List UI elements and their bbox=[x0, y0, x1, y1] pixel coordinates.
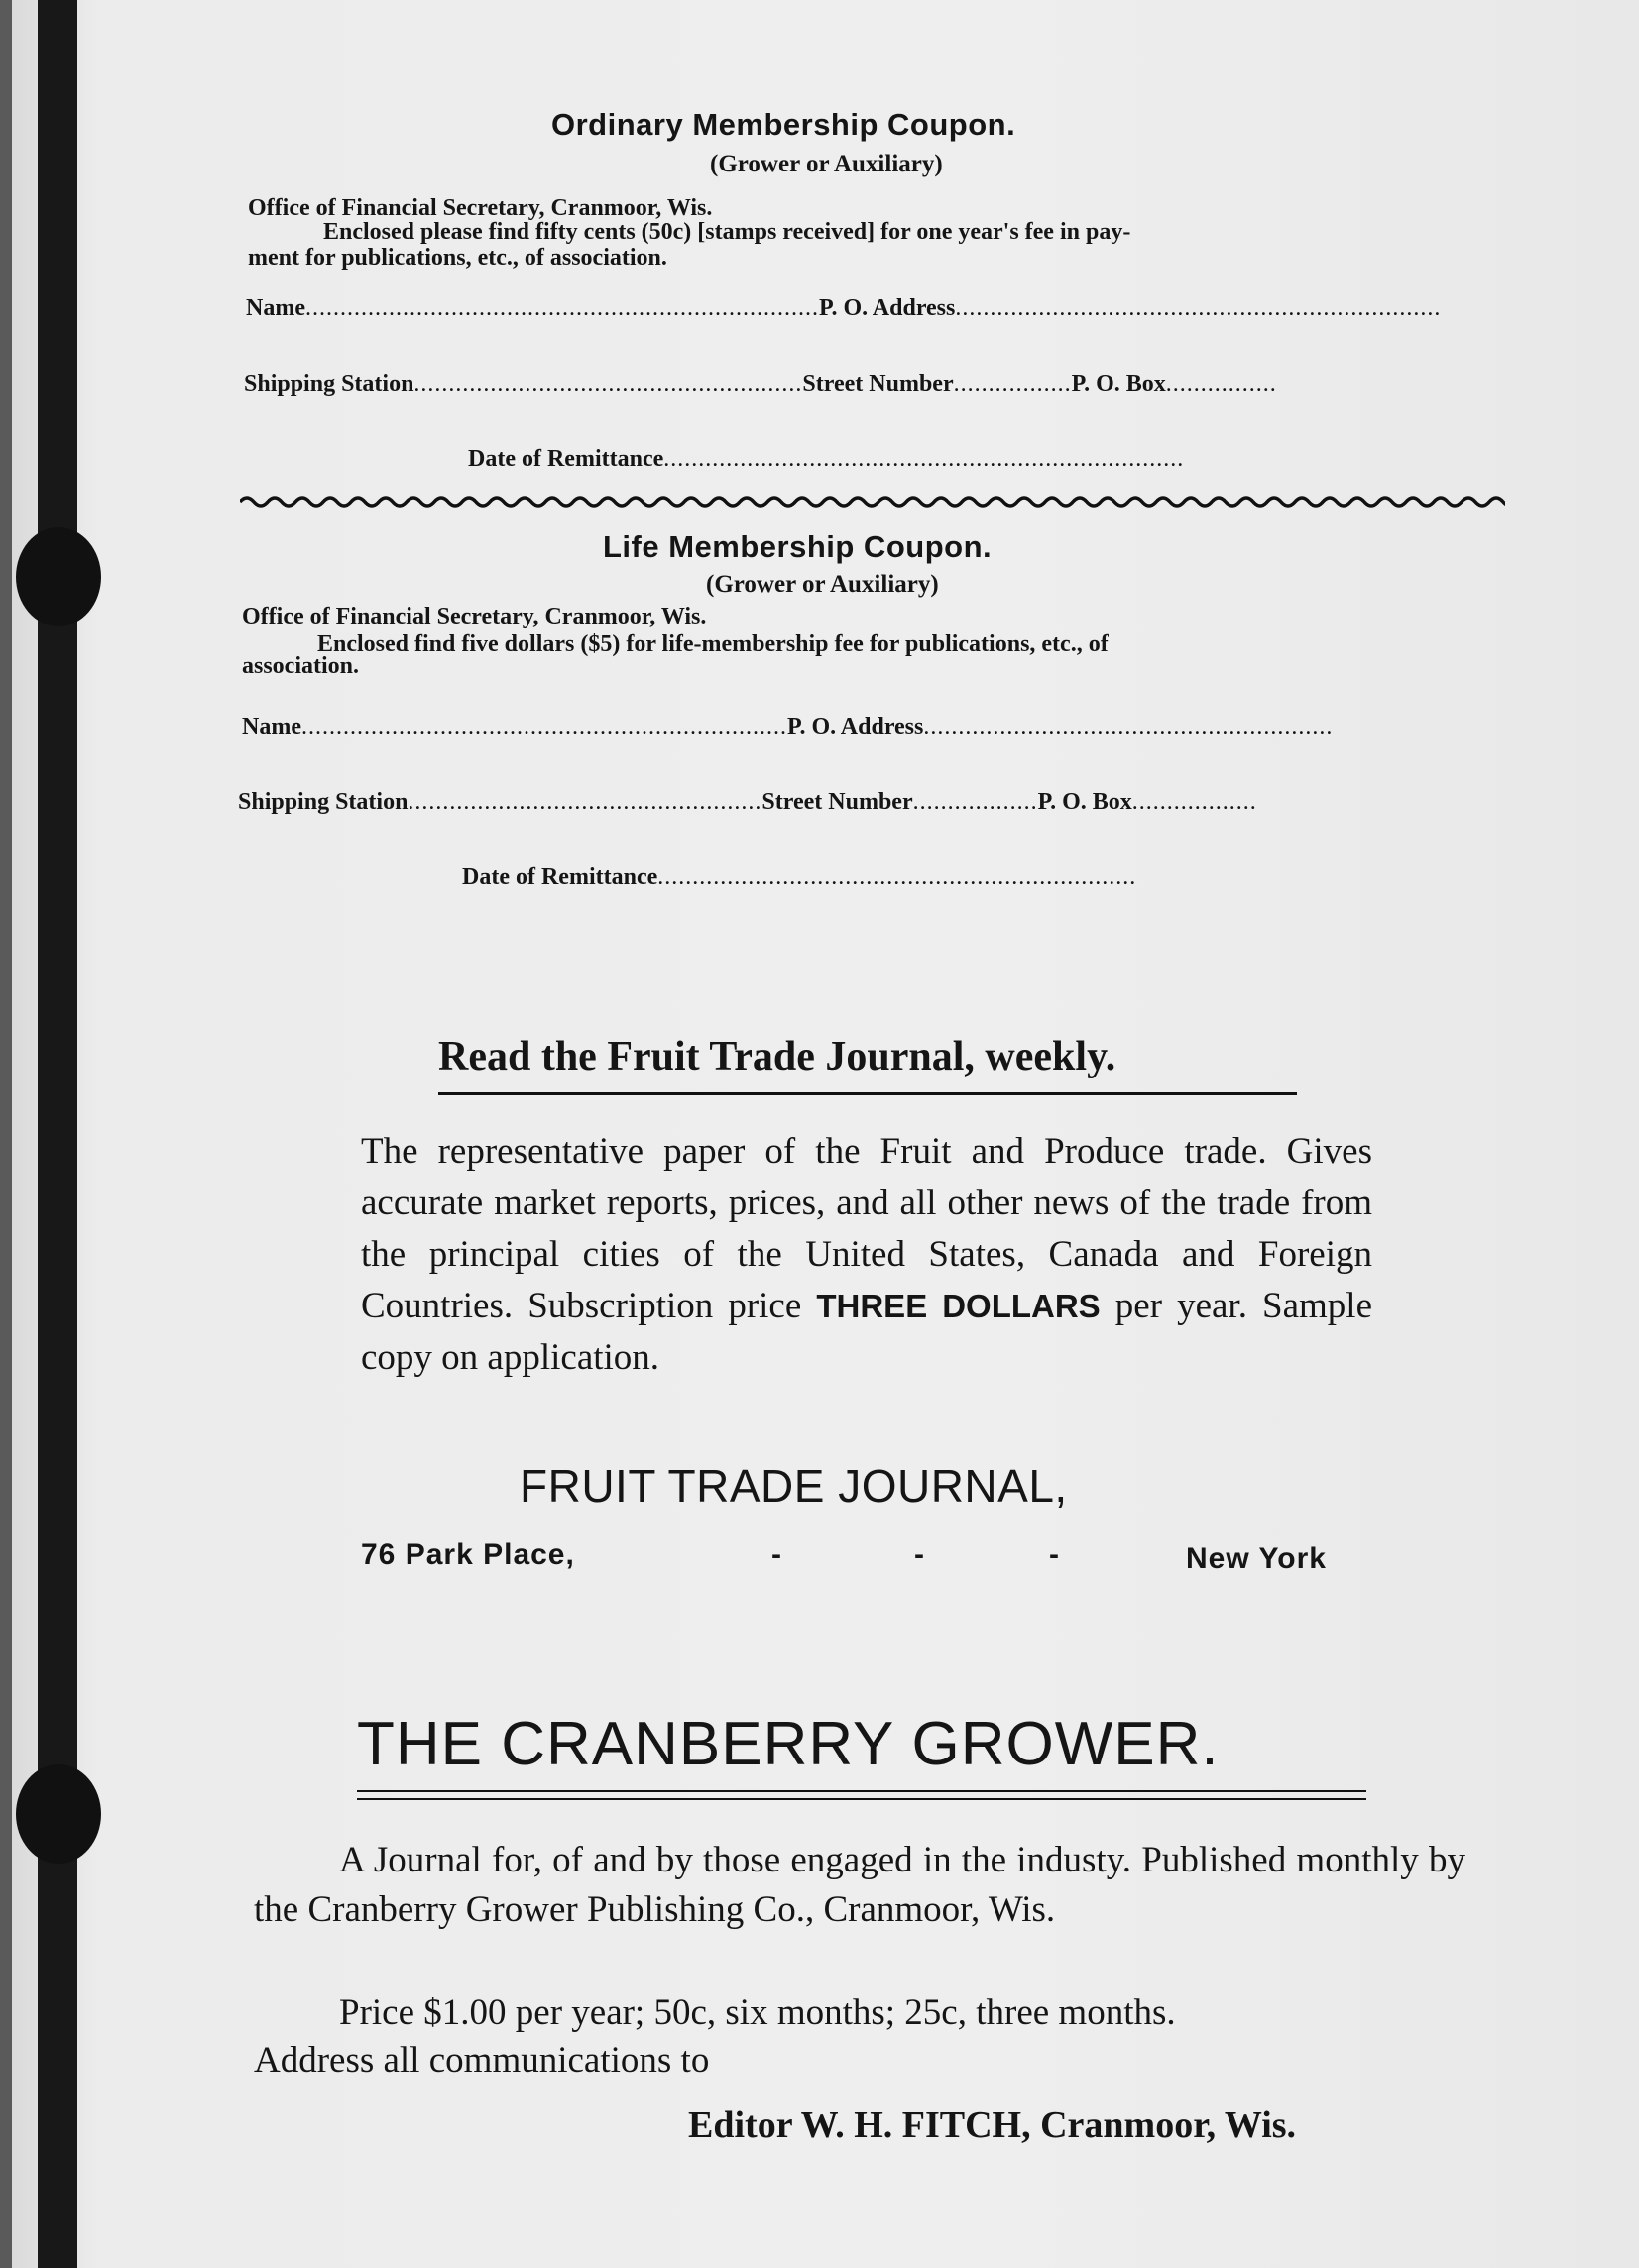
fruit-trade-headline-rule bbox=[438, 1092, 1297, 1095]
binding-spine bbox=[38, 0, 77, 2268]
ordinary-pobox-label: P. O. Box bbox=[1071, 371, 1166, 397]
ordinary-coupon-subtitle: (Grower or Auxiliary) bbox=[710, 151, 943, 177]
fruit-trade-headline: Read the Fruit Trade Journal, weekly. bbox=[438, 1034, 1116, 1079]
life-coupon-enclosed-1: Enclosed find five dollars ($5) for life-membership fee for publications, etc., of bbox=[317, 631, 1109, 657]
cranberry-grower-editor: Editor W. H. FITCH, Cranmoor, Wis. bbox=[688, 2104, 1297, 2146]
ordinary-shipping-field[interactable]: Shipping Station........................................................Street Number.................P. O. Box................ bbox=[244, 371, 1277, 397]
life-pobox-label: P. O. Box bbox=[1037, 789, 1132, 815]
fruit-trade-dash: - bbox=[914, 1538, 925, 1571]
life-name-field[interactable]: Name......................................................................P. O. Address........................................................... bbox=[242, 714, 1334, 739]
ordinary-name-field[interactable]: Name..........................................................................P. O. Address...................................................................... bbox=[246, 295, 1442, 321]
ordinary-coupon-office: Office of Financial Secretary, Cranmoor, Wis. bbox=[248, 195, 713, 221]
life-date-label: Date of Remittance bbox=[462, 864, 658, 890]
life-po-address-label: P. O. Address bbox=[786, 714, 924, 739]
ordinary-coupon-enclosed-2: ment for publications, etc., of association. bbox=[248, 245, 667, 271]
fruit-trade-city: New York bbox=[1186, 1542, 1327, 1575]
ordinary-shipping-label: Shipping Station bbox=[244, 371, 414, 397]
fruit-trade-dash: - bbox=[1049, 1538, 1060, 1571]
fruit-trade-body-text: The representative paper of the Fruit and Produce trade. Gives accurate market reports, prices, and all other news of the trade from the principal cities of the United States, Canada and Foreign Countries. Subscription price bbox=[361, 1131, 1372, 1326]
ordinary-coupon-enclosed-1: Enclosed please find fifty cents (50c) [stamps received] for one year's fee in pay- bbox=[323, 219, 1131, 245]
binding-ring-bottom bbox=[16, 1764, 101, 1864]
life-coupon-office: Office of Financial Secretary, Cranmoor, Wis. bbox=[242, 604, 707, 629]
life-shipping-label: Shipping Station bbox=[238, 789, 409, 815]
life-shipping-field[interactable]: Shipping Station...................................................Street Number..................P. O. Box.................. bbox=[238, 789, 1257, 815]
ordinary-coupon-title: Ordinary Membership Coupon. bbox=[551, 107, 1016, 142]
fruit-trade-journal-name: FRUIT TRADE JOURNAL, bbox=[520, 1460, 1068, 1512]
ordinary-name-label: Name bbox=[246, 295, 305, 321]
life-coupon-title: Life Membership Coupon. bbox=[603, 529, 993, 564]
cranberry-grower-address-line: Address all communications to bbox=[254, 2040, 710, 2081]
cranberry-grower-rule-2 bbox=[357, 1798, 1366, 1800]
cranberry-grower-rule-1 bbox=[357, 1790, 1366, 1792]
life-date-field[interactable]: Date of Remittance..................................................................... bbox=[462, 864, 1137, 890]
life-coupon-subtitle: (Grower or Auxiliary) bbox=[706, 571, 939, 598]
life-coupon-enclosed-2: association. bbox=[242, 653, 360, 679]
coupon-separator-wavy-line bbox=[240, 490, 1505, 513]
binding-edge bbox=[0, 0, 12, 2268]
cranberry-grower-paragraph-1: A Journal for, of and by those engaged in the industy. Published monthly by the Cranberry Grower Publishing Co., Cranmoor, Wis. bbox=[254, 1840, 1465, 1930]
fruit-trade-body bbox=[361, 1126, 1372, 1384]
fruit-trade-dash: - bbox=[771, 1538, 782, 1571]
ordinary-date-label: Date of Remittance bbox=[468, 446, 664, 472]
life-name-label: Name bbox=[242, 714, 301, 739]
life-street-label: Street Number bbox=[761, 789, 913, 815]
ordinary-date-field[interactable]: Date of Remittance........................................................................... bbox=[468, 446, 1185, 472]
fruit-trade-body-text-end: per year. Sample copy on application. bbox=[361, 1286, 1373, 1378]
fruit-trade-address: 76 Park Place, bbox=[361, 1538, 575, 1571]
cranberry-grower-price: Price $1.00 per year; 50c, six months; 25c, three months. bbox=[339, 1992, 1176, 2033]
fruit-trade-price: THREE DOLLARS bbox=[816, 1288, 1101, 1324]
ordinary-street-label: Street Number bbox=[802, 371, 954, 397]
binding-ring-top bbox=[16, 527, 101, 626]
cranberry-grower-title: THE CRANBERRY GROWER. bbox=[357, 1710, 1220, 1778]
ordinary-po-address-label: P. O. Address bbox=[818, 295, 956, 321]
